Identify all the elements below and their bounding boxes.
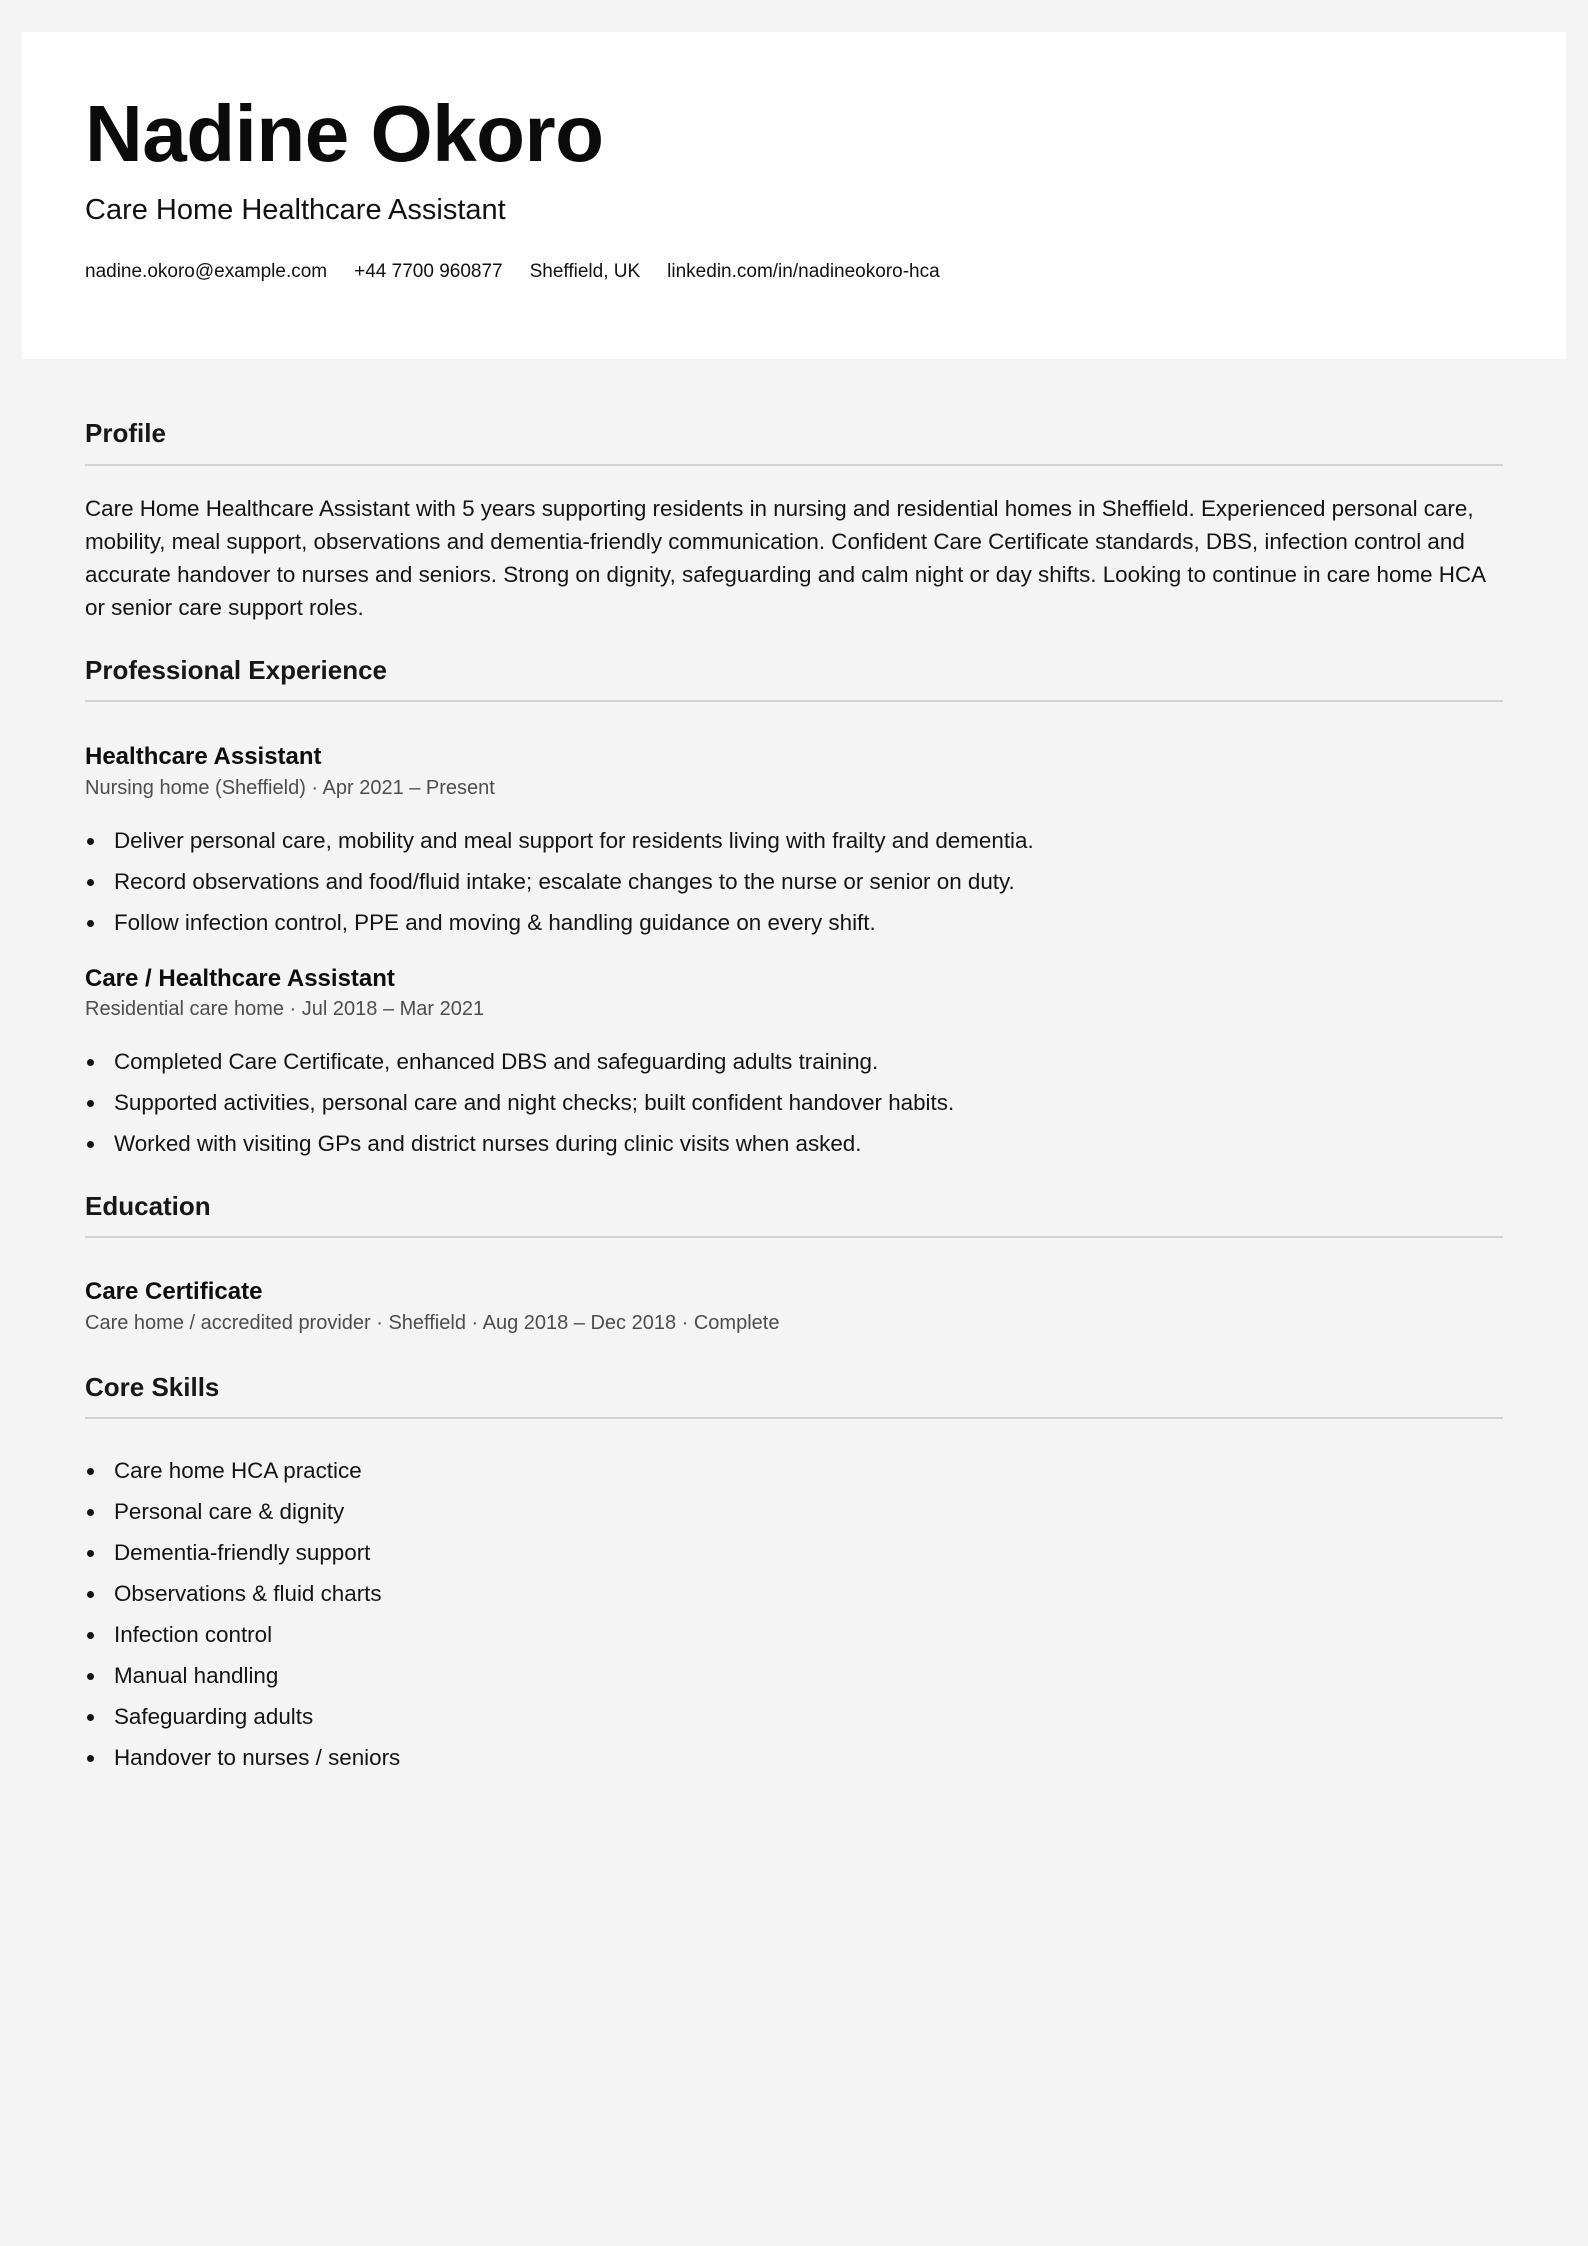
profile-divider	[85, 464, 1503, 466]
bullet-dot	[87, 1673, 94, 1680]
bullet-dot	[87, 1714, 94, 1721]
bullet-text: Completed Care Certificate, enhanced DBS and safeguarding adults training.	[114, 1049, 879, 1074]
bullet-dot	[87, 1059, 94, 1066]
skill-text: Handover to nurses / seniors	[114, 1745, 401, 1770]
experience-divider	[85, 700, 1503, 702]
profile-heading: Profile	[85, 418, 166, 448]
resume-header	[22, 32, 1566, 359]
list-item	[85, 1532, 400, 1573]
bullet-dot	[87, 1591, 94, 1598]
contact-email[interactable]: nadine.okoro@example.com	[85, 261, 328, 282]
candidate-role: Care Home Healthcare Assistant	[85, 194, 506, 226]
bullet-dot	[87, 1632, 94, 1639]
list-item	[85, 861, 1034, 902]
skills-list	[85, 1450, 400, 1778]
contact-linkedin[interactable]: linkedin.com/in/nadineokoro-hca	[667, 261, 940, 282]
education-meta: Care home / accredited provider · Sheffield · Aug 2018 – Dec 2018 · Complete	[85, 1312, 780, 1334]
skill-text: Observations & fluid charts	[114, 1581, 382, 1606]
list-item	[85, 1737, 400, 1778]
bullet-text: Worked with visiting GPs and district nurses during clinic visits when asked.	[114, 1131, 862, 1156]
job-title: Care / Healthcare Assistant	[85, 965, 395, 992]
education-title: Care Certificate	[85, 1278, 263, 1305]
skill-text: Infection control	[114, 1622, 273, 1647]
bullet-dot	[87, 1100, 94, 1107]
list-item	[85, 820, 1034, 861]
education-heading: Education	[85, 1191, 211, 1221]
bullet-dot	[87, 838, 94, 845]
job-meta: Residential care home · Jul 2018 – Mar 2021	[85, 998, 485, 1020]
list-item	[85, 1082, 954, 1123]
skill-text: Personal care & dignity	[114, 1499, 345, 1524]
job-title: Healthcare Assistant	[85, 743, 322, 770]
skills-heading: Core Skills	[85, 1372, 220, 1402]
list-item	[85, 1450, 400, 1491]
list-item	[85, 1041, 954, 1082]
job-bullets	[85, 820, 1034, 943]
skill-text: Manual handling	[114, 1663, 279, 1688]
education-divider	[85, 1236, 1503, 1238]
experience-heading: Professional Experience	[85, 655, 388, 685]
skill-text: Safeguarding adults	[114, 1704, 314, 1729]
list-item	[85, 1123, 954, 1164]
contact-location: Sheffield, UK	[529, 261, 641, 282]
bullet-text: Supported activities, personal care and night checks; built confident handover habits.	[114, 1090, 955, 1115]
bullet-dot	[87, 920, 94, 927]
list-item	[85, 1696, 400, 1737]
list-item	[85, 1573, 400, 1614]
list-item	[85, 1655, 400, 1696]
skill-text: Dementia-friendly support	[114, 1540, 371, 1565]
skills-divider	[85, 1417, 1503, 1419]
profile-summary: Care Home Healthcare Assistant with 5 years supporting residents in nursing and residential homes in Sheffield. Experienced personal care, mobility, meal support, observations and dementia-friendly communication. Confident Care Certificate standards, DBS, infection control and accurate handover to nurses and seniors. Strong on dignity, safeguarding and calm night or day shifts. Looking to continue in care home HCA or senior care support roles.	[85, 496, 1485, 620]
contact-line	[85, 262, 940, 281]
skill-text: Care home HCA practice	[114, 1458, 362, 1483]
bullet-dot	[87, 1141, 94, 1148]
job-bullets	[85, 1041, 954, 1164]
list-item	[85, 1491, 400, 1532]
list-item	[85, 1614, 400, 1655]
list-item	[85, 902, 1034, 943]
contact-phone[interactable]: +44 7700 960877	[354, 261, 503, 282]
candidate-name: Nadine Okoro	[85, 89, 604, 178]
bullet-dot	[87, 1550, 94, 1557]
bullet-dot	[87, 1755, 94, 1762]
bullet-text: Follow infection control, PPE and moving & handling guidance on every shift.	[114, 910, 876, 935]
bullet-text: Record observations and food/fluid intake; escalate changes to the nurse or senior on duty.	[114, 869, 1015, 894]
bullet-text: Deliver personal care, mobility and meal support for residents living with frailty and dementia.	[114, 828, 1034, 853]
job-meta: Nursing home (Sheffield) · Apr 2021 – Present	[85, 777, 495, 799]
bullet-dot	[87, 879, 94, 886]
bullet-dot	[87, 1468, 94, 1475]
bullet-dot	[87, 1509, 94, 1516]
